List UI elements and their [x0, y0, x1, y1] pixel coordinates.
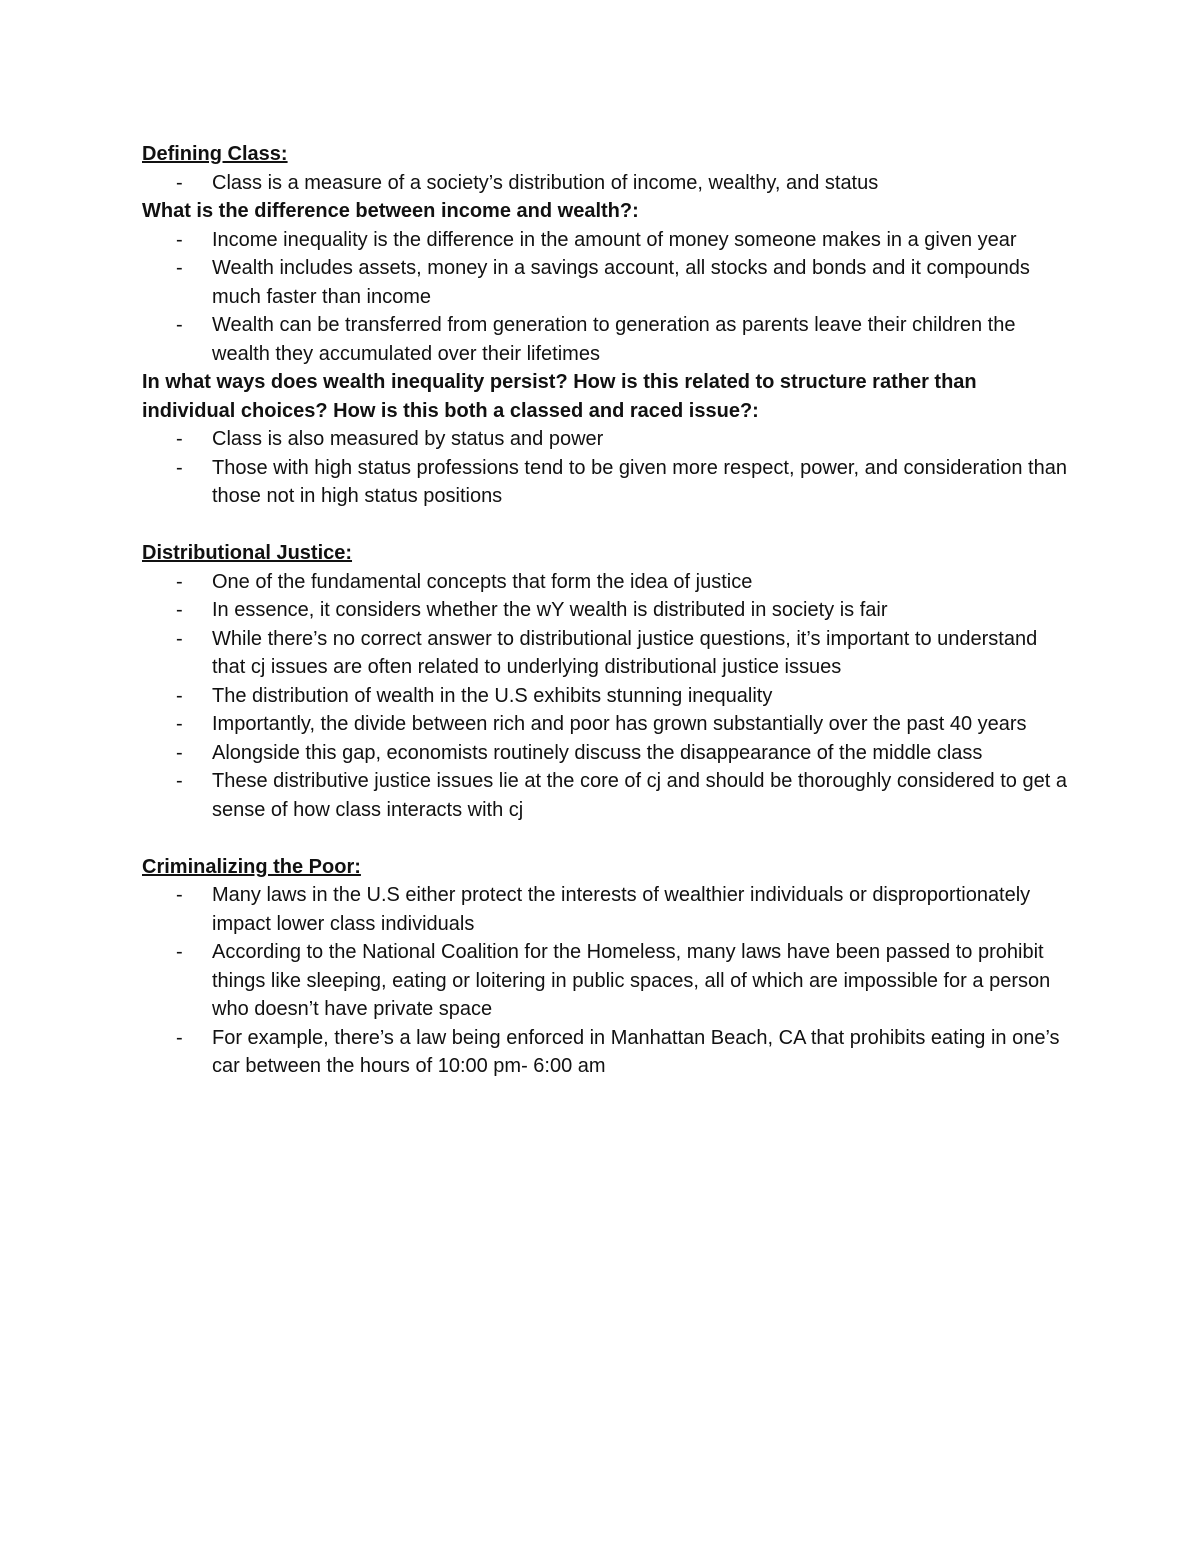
- list-item-text: One of the fundamental concepts that form the idea of justice: [212, 570, 753, 593]
- bullet-dash: -: [176, 570, 183, 593]
- list-item: [142, 881, 1072, 938]
- list-item: [142, 767, 1072, 824]
- list-item-text: Many laws in the U.S either protect the interests of wealthier individuals or disproportionately impact lower class individuals: [212, 884, 1031, 935]
- list-item: [142, 226, 1072, 255]
- bullet-dash: -: [176, 171, 183, 194]
- list-item-text: Alongside this gap, economists routinely discuss the disappearance of the middle class: [212, 741, 983, 764]
- list-item-text: The distribution of wealth in the U.S exhibits stunning inequality: [212, 684, 773, 707]
- section-heading-criminalizing-the-poor: Criminalizing the Poor:: [142, 855, 361, 878]
- list-item-text: Wealth can be transferred from generation to generation as parents leave their children the wealth they accumulated over their lifetimes: [212, 314, 1016, 365]
- bullet-dash: -: [176, 770, 183, 792]
- section-heading-defining-class: Defining Class:: [142, 143, 288, 165]
- bullet-dash: -: [176, 428, 183, 450]
- bullet-list: [142, 568, 1072, 825]
- list-item-text: For example, there’s a law being enforced in Manhattan Beach, CA that prohibits eating in one’s car between the hours of 10:00 pm- 6:00 am: [212, 1026, 1060, 1077]
- section-heading-distributional-justice: Distributional Justice:: [142, 542, 353, 564]
- bullet-dash: -: [176, 684, 183, 707]
- list-item: [142, 938, 1072, 1024]
- list-item: [142, 1024, 1072, 1081]
- list-item: [142, 425, 1072, 454]
- bullet-dash: -: [176, 1026, 183, 1049]
- list-item-text: Class is also measured by status and power: [212, 428, 604, 450]
- list-item-text: Those with high status professions tend to be given more respect, power, and consideration than those not in high status positions: [212, 456, 1067, 507]
- section-spacer: [142, 824, 1072, 853]
- bullet-dash: -: [176, 741, 183, 764]
- list-item: [142, 682, 1072, 711]
- list-item: [142, 254, 1072, 311]
- list-item: [142, 568, 1072, 597]
- bullet-dash: -: [176, 713, 183, 735]
- bullet-dash: -: [176, 228, 183, 251]
- bullet-dash: -: [176, 941, 183, 963]
- list-item: [142, 454, 1072, 511]
- bullet-dash: -: [176, 456, 183, 479]
- bullet-dash: -: [176, 314, 183, 336]
- list-item-text: These distributive justice issues lie at the core of cj and should be thoroughly considered to get a sense of how class interacts with cj: [212, 770, 1067, 821]
- bullet-list: [142, 226, 1072, 369]
- list-item-text: While there’s no correct answer to distributional justice questions, it’s important to understand that cj issues are often related to underlying distributional justice issues: [212, 627, 1038, 678]
- list-item: [142, 311, 1072, 368]
- list-item: [142, 596, 1072, 625]
- document-content: [142, 140, 1072, 1081]
- bullet-list: [142, 169, 1072, 198]
- list-item-text: Income inequality is the difference in the amount of money someone makes in a given year: [212, 228, 1017, 251]
- list-item-text: Class is a measure of a society’s distribution of income, wealthy, and status: [212, 171, 879, 194]
- list-item: [142, 169, 1072, 198]
- bullet-list: [142, 425, 1072, 511]
- bullet-dash: -: [176, 257, 183, 279]
- bullet-dash: -: [176, 884, 183, 906]
- bullet-dash: -: [176, 599, 183, 621]
- list-item-text: In essence, it considers whether the wY wealth is distributed in society is fair: [212, 599, 888, 621]
- bullet-list: [142, 881, 1072, 1081]
- list-item-text: Importantly, the divide between rich and poor has grown substantially over the past 40 years: [212, 713, 1027, 735]
- section-question-income-wealth: What is the difference between income and wealth?:: [142, 200, 639, 222]
- list-item: [142, 710, 1072, 739]
- list-item-text: According to the National Coalition for the Homeless, many laws have been passed to prohibit things like sleeping, eating or loitering in public spaces, all of which are impossible for a person who doesn’t have private space: [212, 941, 1051, 1020]
- list-item-text: Wealth includes assets, money in a savings account, all stocks and bonds and it compounds much faster than income: [212, 257, 1030, 308]
- bullet-dash: -: [176, 627, 183, 650]
- list-item: [142, 739, 1072, 768]
- list-item: [142, 625, 1072, 682]
- section-spacer: [142, 511, 1072, 540]
- section-question-wealth-inequality: In what ways does wealth inequality persist? How is this related to structure rather than individual choices? How is this both a classed and raced issue?:: [142, 371, 977, 422]
